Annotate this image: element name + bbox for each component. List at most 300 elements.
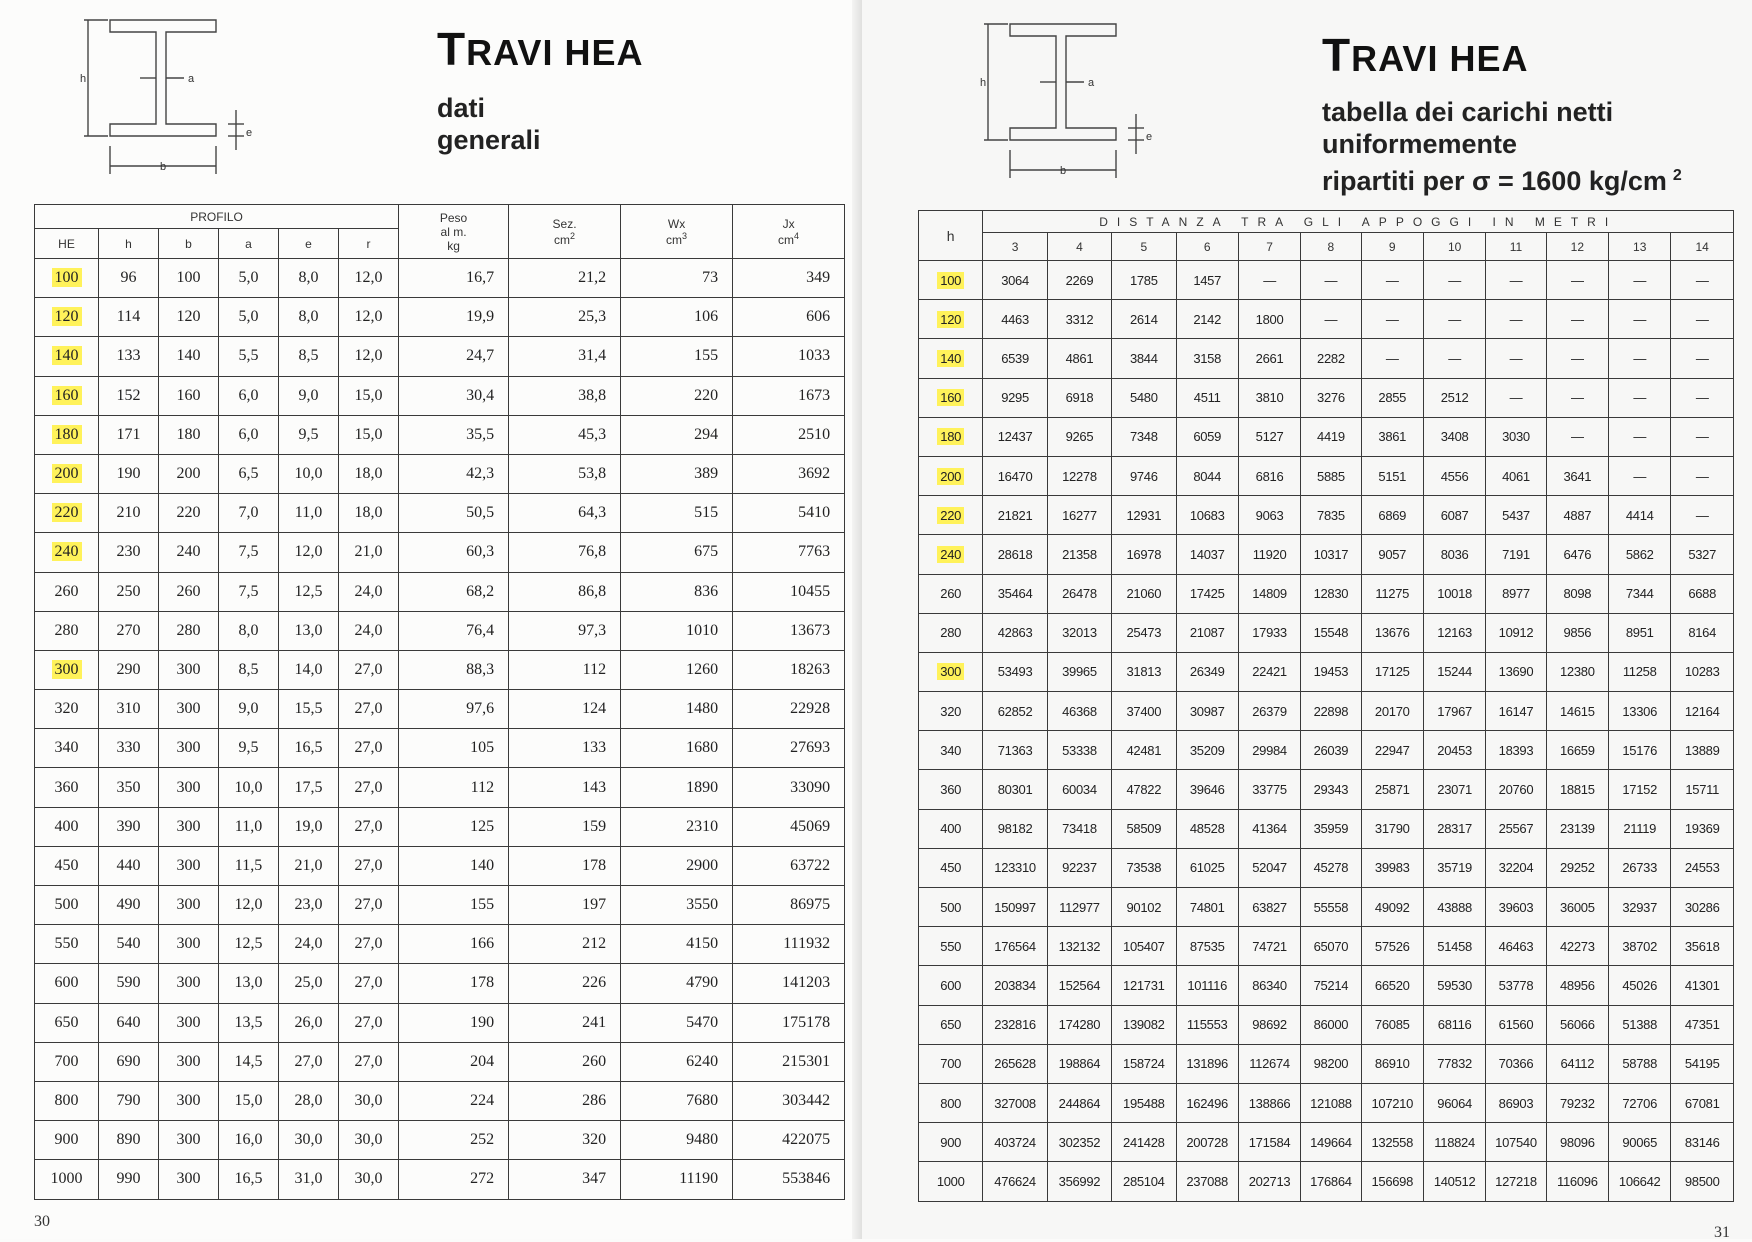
table-cell: 22928 [733,690,845,729]
table-cell: 90102 [1112,888,1176,927]
table-cell: 27,0 [339,729,399,768]
table-cell: 202713 [1238,1162,1300,1201]
table-cell: 2269 [1047,261,1111,300]
table-cell: 16978 [1112,535,1176,574]
table-cell: 1800 [1238,300,1300,339]
table-cell: — [1486,261,1546,300]
table-cell: 1000 [919,1162,983,1201]
table-cell: 240 [35,533,99,572]
table-cell: 140 [919,339,983,378]
table-cell: 27,0 [339,964,399,1003]
table-cell: 25,3 [509,298,621,337]
table-cell: 7763 [733,533,845,572]
table-cell: 139082 [1112,1005,1176,1044]
table-cell: 240 [919,535,983,574]
table-cell: 300 [159,1042,219,1081]
table-cell: 9,5 [279,415,339,454]
table-row [919,1083,1734,1122]
table-cell: 27,0 [339,886,399,925]
table-cell: 23,0 [279,886,339,925]
table-cell: 30286 [1671,888,1734,927]
table-cell: 12437 [983,417,1047,456]
table-cell: 8098 [1546,574,1608,613]
span-header: 14 [1671,233,1734,261]
table-cell: 18815 [1546,770,1608,809]
table-cell: 600 [919,966,983,1005]
table-cell: 18393 [1486,731,1546,770]
table-cell: 53338 [1047,731,1111,770]
table-cell: 39965 [1047,652,1111,691]
table-row [919,770,1734,809]
table-cell: 160 [919,378,983,417]
table-cell: 1457 [1176,261,1238,300]
span-header: 7 [1238,233,1300,261]
table-cell: 35464 [983,574,1047,613]
table-cell: 120 [159,298,219,337]
table-cell: 47351 [1671,1005,1734,1044]
table-cell: 13,0 [279,611,339,650]
table-cell: 33775 [1238,770,1300,809]
table-cell: 6816 [1238,456,1300,495]
table-row [35,259,845,298]
table-cell: 21119 [1609,809,1671,848]
table-cell: 3408 [1423,417,1485,456]
table-cell: 204 [399,1042,509,1081]
table-cell: 790 [99,1081,159,1120]
table-cell: 152564 [1047,966,1111,1005]
table-cell: 300 [159,650,219,689]
table-cell: 10,0 [279,454,339,493]
table-cell: 3844 [1112,339,1176,378]
table-cell: 6918 [1047,378,1111,417]
table-cell: 360 [35,768,99,807]
table-cell: 15,0 [339,415,399,454]
table-cell: 7348 [1112,417,1176,456]
table-cell: 59530 [1423,966,1485,1005]
table-cell: 114 [99,298,159,337]
table-cell: 260 [919,574,983,613]
table-cell: 1000 [35,1160,99,1199]
table-cell: 140 [35,337,99,376]
table-cell: 4419 [1301,417,1361,456]
table-cell: 5151 [1361,456,1423,495]
table-cell: 16,5 [219,1160,279,1199]
table-cell: 5885 [1301,456,1361,495]
table-cell: 159 [509,807,621,846]
table-cell: 294 [621,415,733,454]
table-cell: 8036 [1423,535,1485,574]
table-cell: 35959 [1301,809,1361,848]
table-cell: 3641 [1546,456,1608,495]
table-cell: 14809 [1238,574,1300,613]
table-cell: 24,0 [279,925,339,964]
table-cell: 300 [35,650,99,689]
table-cell: — [1546,261,1608,300]
table-cell: 285104 [1112,1162,1176,1201]
table-cell: — [1423,300,1485,339]
table-cell: 25473 [1112,613,1176,652]
table-cell: 72706 [1609,1083,1671,1122]
table-cell: 166 [399,925,509,964]
table-cell: 15,0 [219,1081,279,1120]
table-cell: 111932 [733,925,845,964]
table-cell: 96 [99,259,159,298]
table-row [35,415,845,454]
table-cell: 26349 [1176,652,1238,691]
table-cell: 1890 [621,768,733,807]
table-cell: — [1609,378,1671,417]
table-cell: 5,0 [219,259,279,298]
table-cell: 27,0 [339,690,399,729]
table-cell: 300 [159,1160,219,1199]
table-cell: 800 [35,1081,99,1120]
table-row [35,298,845,337]
table-cell: 8164 [1671,613,1734,652]
table-cell: 7344 [1609,574,1671,613]
table-cell: 105407 [1112,927,1176,966]
diagram-label-a: a [1088,77,1095,89]
table-cell: — [1671,300,1734,339]
table-cell: 272 [399,1160,509,1199]
table-cell: 310 [99,690,159,729]
table-cell: 515 [621,494,733,533]
table-cell: 320 [509,1121,621,1160]
table-cell: 86975 [733,886,845,925]
table-cell: 15176 [1609,731,1671,770]
table-cell: 10683 [1176,496,1238,535]
diagram-label-h: h [80,73,87,85]
table-cell: 21,0 [279,846,339,885]
table-cell: 23071 [1423,770,1485,809]
table-cell: 650 [35,1003,99,1042]
diagram-label-h: h [980,77,987,89]
table-cell: 29343 [1301,770,1361,809]
table-cell: 143 [509,768,621,807]
span-header: 5 [1112,233,1176,261]
table-cell: 60034 [1047,770,1111,809]
beam-section-diagram [980,18,1180,183]
col-peso: Peso al m. kg [399,205,509,259]
table-cell: 15,5 [279,690,339,729]
table-cell: 3158 [1176,339,1238,378]
table-cell: 9746 [1112,456,1176,495]
table-cell: 15,0 [339,376,399,415]
table-cell: 10018 [1423,574,1485,613]
table-cell: 700 [35,1042,99,1081]
table-cell: — [1546,300,1608,339]
table-cell: 24,0 [339,572,399,611]
table-cell: 220 [621,376,733,415]
table-cell: 2855 [1361,378,1423,417]
table-cell: 106642 [1609,1162,1671,1201]
table-cell: 54195 [1671,1044,1734,1083]
table-row [35,337,845,376]
table-row [35,846,845,885]
table-cell: 18263 [733,650,845,689]
table-cell: 97,6 [399,690,509,729]
table-cell: 68,2 [399,572,509,611]
table-cell: 300 [159,768,219,807]
table-cell: 22947 [1361,731,1423,770]
table-cell: 3030 [1486,417,1546,456]
table-cell: 10912 [1486,613,1546,652]
table-cell: 180 [159,415,219,454]
table-cell: 30,0 [339,1081,399,1120]
table-cell: 300 [159,846,219,885]
table-cell: 8951 [1609,613,1671,652]
col-a: a [219,229,279,259]
table-cell: 150997 [983,888,1047,927]
table-cell: 389 [621,454,733,493]
table-cell: 13673 [733,611,845,650]
table-cell: 42,3 [399,454,509,493]
table-cell: 300 [159,1081,219,1120]
table-cell: 350 [99,768,159,807]
table-cell: 36005 [1546,888,1608,927]
table-row [35,376,845,415]
table-cell: 26379 [1238,692,1300,731]
table-cell: 12,0 [339,259,399,298]
table-cell: 9480 [621,1121,733,1160]
table-cell: — [1609,456,1671,495]
table-row [919,848,1734,887]
table-cell: 98200 [1301,1044,1361,1083]
table-cell: 24553 [1671,848,1734,887]
table-cell: 347 [509,1160,621,1199]
page-number: 30 [34,1213,50,1230]
table-cell: 39646 [1176,770,1238,809]
table-cell: 6476 [1546,535,1608,574]
table-cell: 66520 [1361,966,1423,1005]
table-row [919,1044,1734,1083]
table-cell: 6539 [983,339,1047,378]
table-cell: 5470 [621,1003,733,1042]
table-cell: 4556 [1423,456,1485,495]
col-jx: Jx $cm^4$ [733,205,845,259]
table-row [919,574,1734,613]
table-cell: 4463 [983,300,1047,339]
table-row [919,300,1734,339]
table-cell: 2310 [621,807,733,846]
span-header: 10 [1423,233,1485,261]
table-cell: 27,0 [279,1042,339,1081]
col-sez: Sez. $cm^2$ [509,205,621,259]
table-row [35,454,845,493]
right-page-title [1322,28,1528,82]
table-cell: 4150 [621,925,733,964]
table-cell: 400 [919,809,983,848]
table-cell: 6,0 [219,415,279,454]
table-cell: 74801 [1176,888,1238,927]
left-page [0,0,862,1239]
table-cell: 23139 [1546,809,1608,848]
table-cell: 340 [35,729,99,768]
table-row [919,1005,1734,1044]
span-header: 13 [1609,233,1671,261]
table-cell: 13889 [1671,731,1734,770]
table-cell: 73 [621,259,733,298]
table-cell: 11,0 [219,807,279,846]
table-cell: 133 [99,337,159,376]
table-cell: 63827 [1238,888,1300,927]
table-cell: 8,5 [279,337,339,376]
table-cell: 140 [399,846,509,885]
table-cell: 73418 [1047,809,1111,848]
table-cell: 70366 [1486,1044,1546,1083]
table-cell: 53778 [1486,966,1546,1005]
table-row [35,807,845,846]
table-cell: 21,0 [339,533,399,572]
table-cell: 48956 [1546,966,1608,1005]
diagram-label-b: b [160,161,167,173]
table-cell: 51388 [1609,1005,1671,1044]
table-cell: — [1423,339,1485,378]
table-row [919,535,1734,574]
table-row [35,533,845,572]
table-cell: 141203 [733,964,845,1003]
table-cell: 4414 [1609,496,1671,535]
table-cell: 890 [99,1121,159,1160]
table-cell: 422075 [733,1121,845,1160]
table-cell: 47822 [1112,770,1176,809]
table-cell: — [1486,378,1546,417]
table-cell: 12,5 [219,925,279,964]
table-cell: 118824 [1423,1123,1485,1162]
table-cell: 26,0 [279,1003,339,1042]
table-cell: 4061 [1486,456,1546,495]
table-cell: 300 [159,1003,219,1042]
table-cell: 27,0 [339,1042,399,1081]
table-cell: 28317 [1423,809,1485,848]
table-cell: — [1671,456,1734,495]
table-cell: 55558 [1301,888,1361,927]
table-cell: 41364 [1238,809,1300,848]
table-cell: 302352 [1047,1123,1111,1162]
table-cell: 45069 [733,807,845,846]
table-cell: 112 [399,768,509,807]
table-cell: 21358 [1047,535,1111,574]
table-cell: 265628 [983,1044,1047,1083]
table-cell: 340 [919,731,983,770]
table-cell: 500 [35,886,99,925]
diagram-label-a: a [188,73,195,85]
table-cell: 20760 [1486,770,1546,809]
table-cell: 11190 [621,1160,733,1199]
table-cell: 98182 [983,809,1047,848]
table-cell: 200728 [1176,1123,1238,1162]
table-cell: 13676 [1361,613,1423,652]
table-row [919,378,1734,417]
table-cell: 75214 [1301,966,1361,1005]
table-cell: 6688 [1671,574,1734,613]
table-cell: 133 [509,729,621,768]
table-cell: 178 [509,846,621,885]
span-header: 8 [1301,233,1361,261]
table-cell: 112 [509,650,621,689]
table-cell: 17933 [1238,613,1300,652]
table-cell: 232816 [983,1005,1047,1044]
table-cell: 13,0 [219,964,279,1003]
table-cell: 25871 [1361,770,1423,809]
table-cell: 61560 [1486,1005,1546,1044]
table-row [919,1123,1734,1162]
table-cell: 16470 [983,456,1047,495]
table-cell: 30,0 [339,1160,399,1199]
table-cell: 280 [159,611,219,650]
table-cell: 27,0 [339,768,399,807]
table-cell: 42273 [1546,927,1608,966]
table-cell: — [1486,300,1546,339]
table-cell: 16147 [1486,692,1546,731]
table-row [35,494,845,533]
table-cell: 500 [919,888,983,927]
table-cell: 21821 [983,496,1047,535]
table-cell: 12931 [1112,496,1176,535]
table-row [919,731,1734,770]
table-cell: 1010 [621,611,733,650]
table-cell: 31,0 [279,1160,339,1199]
hea-load-table [918,210,1734,1202]
diagram-label-e: e [246,127,253,139]
table-row [919,496,1734,535]
table-cell: 356992 [1047,1162,1111,1201]
table-cell: 39983 [1361,848,1423,887]
table-cell: 56066 [1546,1005,1608,1044]
table-cell: 553846 [733,1160,845,1199]
table-row [35,768,845,807]
table-cell: 175178 [733,1003,845,1042]
table-cell: 11275 [1361,574,1423,613]
table-cell: 675 [621,533,733,572]
col-he: HE [35,229,99,259]
table-cell: 62852 [983,692,1047,731]
table-cell: 45278 [1301,848,1361,887]
table-row [35,690,845,729]
table-cell: 241428 [1112,1123,1176,1162]
table-cell: 176864 [1301,1162,1361,1201]
table-cell: 300 [919,652,983,691]
title-initial: T [1322,29,1352,81]
table-cell: 12,0 [339,337,399,376]
table-cell: 1680 [621,729,733,768]
table-cell: 14615 [1546,692,1608,731]
table-cell: 16659 [1546,731,1608,770]
table-cell: 11920 [1238,535,1300,574]
table-cell: 42863 [983,613,1047,652]
table-cell: 24,0 [339,611,399,650]
table-cell: 27693 [733,729,845,768]
table-cell: 86910 [1361,1044,1423,1083]
title-rest: RAVI HEA [466,32,644,73]
table-cell: 132558 [1361,1123,1423,1162]
table-cell: 270 [99,611,159,650]
table-cell: 86,8 [509,572,621,611]
table-cell: 550 [919,927,983,966]
table-cell: 2510 [733,415,845,454]
table-cell: 690 [99,1042,159,1081]
table-cell: 88,3 [399,650,509,689]
table-cell: 5862 [1609,535,1671,574]
table-cell: 224 [399,1081,509,1120]
table-cell: 107210 [1361,1083,1423,1122]
table-row [919,927,1734,966]
table-cell: 7680 [621,1081,733,1120]
table-cell: 280 [35,611,99,650]
table-cell: — [1301,300,1361,339]
table-cell: 1033 [733,337,845,376]
table-cell: 280 [919,613,983,652]
span-header: 9 [1361,233,1423,261]
